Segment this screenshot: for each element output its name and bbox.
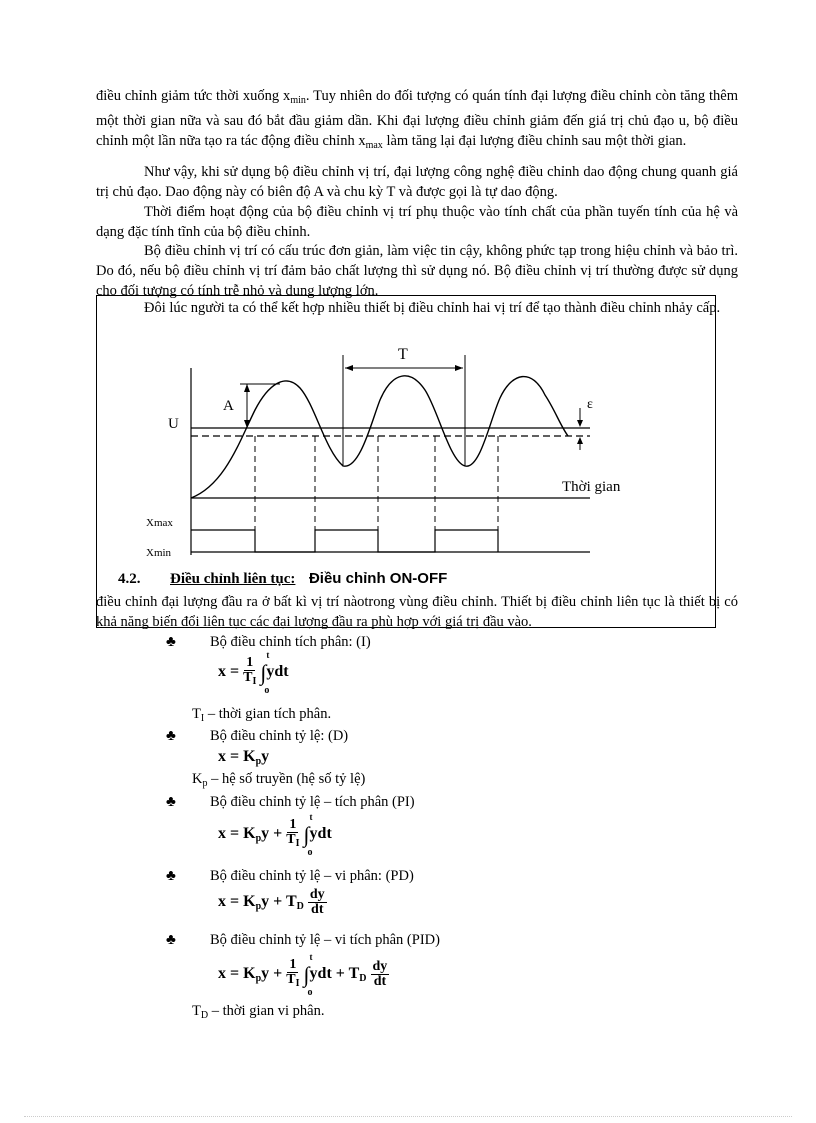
label-U: U [168,416,179,432]
club-icon-1: ♣ [166,634,176,650]
paragraph-5: Đôi lúc người ta có thể kết hợp nhiều thiết bị điều chỉnh hai vị trí để tạo thành điều chỉnh nhảy cấp. [144,300,721,316]
paragraph-3: Thời điểm hoạt động của bộ điều chỉnh vị trí phụ thuộc vào tính chất của phần tuyến tính của hệ và dạng đặc tính tĩnh của bộ điều chỉnh. [96,204,738,240]
label-eps: ε [587,397,593,412]
section-number: 4.2. [118,571,141,587]
club-icon-2: ♣ [166,728,176,744]
label-T: T [398,346,408,363]
controller-d-label: Bộ điều chỉnh tỷ lệ: (D) [210,728,349,744]
section-title-b: Điều chỉnh ON-OFF [308,570,448,587]
p1-sub-max: max [365,140,383,151]
paragraph-1 [96,86,738,156]
controller-i-note: $T_I$ – thời gian tích phân. [192,706,332,724]
formula-d: $x = K_py$ [218,748,270,767]
controller-i-label: Bộ điều chỉnh tích phân: (I) [210,634,371,650]
club-icon-3: ♣ [166,794,176,810]
p1-text-a: điều chỉnh giảm tức thời xuống x [96,88,291,104]
club-icon-4: ♣ [166,868,176,884]
p1-sub-min: min [290,95,306,106]
paragraph-2: Như vậy, khi sử dụng bộ điều chỉnh vị trí, đại lượng công nghệ điều chỉnh dao động chung quanh giá trị chủ đạo. Dao động này có biên độ A và chu kỳ T và được gọi là tự dao động. [96,164,738,200]
formula-pd: $x = K_py + T_D$ $\frac{dy}{dt}$ [218,887,325,917]
formula-pid: $x = K_py$ + $\frac{1}{T_I}$ ∫ t o ydt + $T_D$ $\frac{dy}{dt}$ [218,951,388,998]
formula-i: x = $\frac{1}{T_I}$ ∫ t o ydt [218,649,289,696]
paragraph-6: điều chỉnh đại lượng đầu ra ở bất kì vị trí nàotrong vùng điều chỉnh. Thiết bị điều chỉnh liên tục là thiết bị có khả năng biến đổi liên tục các đại lượng đầu ra phù hợp với giá trị đầu vào. [96,594,738,630]
controller-d-note: $K_p$ – hệ số truyền (hệ số tỷ lệ) [192,771,366,789]
label-xmax: Xmax [146,517,173,529]
label-time: Thời gian [562,479,621,495]
controller-pid-label: Bộ điều chỉnh tỷ lệ – vi tích phân (PID) [210,932,440,948]
p1-text-b: . Tuy nhiên do đối tượng có quán tính đại lượng điều chỉnh còn tăng thêm một thời gian nữa và sau đó bắt đầu giảm dần. Khi đại lượng điều chỉnh giảm đến giá trị chủ đạo u, bộ điều chỉnh một lần nữa tạo ra tác động điều chỉnh x [96,88,738,149]
formula-pi: $x = K_py$ + $\frac{1}{T_I}$ ∫ t o ydt [218,811,332,858]
p1-text-c: làm tăng lại đại lượng điều chỉnh sau một thời gian. [382,133,687,149]
section-title-a: Điều chỉnh liên tục: [170,571,296,587]
controller-pd-label: Bộ điều chỉnh tỷ lệ – vi phân: (PD) [210,868,414,884]
label-A: A [223,398,234,414]
paragraph-4: Bộ điều chỉnh vị trí có cấu trúc đơn giản, làm việc tin cậy, không phức tạp trong hiệu chỉnh và bảo trì. Do đó, nếu bộ điều chỉnh vị trí đảm bảo chất lượng thì sử dụng nó. Bộ điều chỉnh vị trí thường được sử dụng cho đối tượng có tính trễ nhỏ và dung lượng lớn. [96,243,738,299]
page-bottom-border [24,1116,792,1117]
club-icon-5: ♣ [166,932,176,948]
controller-pid-note: $T_D$ – thời gian vi phân. [192,1003,325,1021]
controller-pi-label: Bộ điều chỉnh tỷ lệ – tích phân (PI) [210,794,415,810]
label-xmin: Xmin [146,547,172,559]
section-heading [118,570,447,588]
